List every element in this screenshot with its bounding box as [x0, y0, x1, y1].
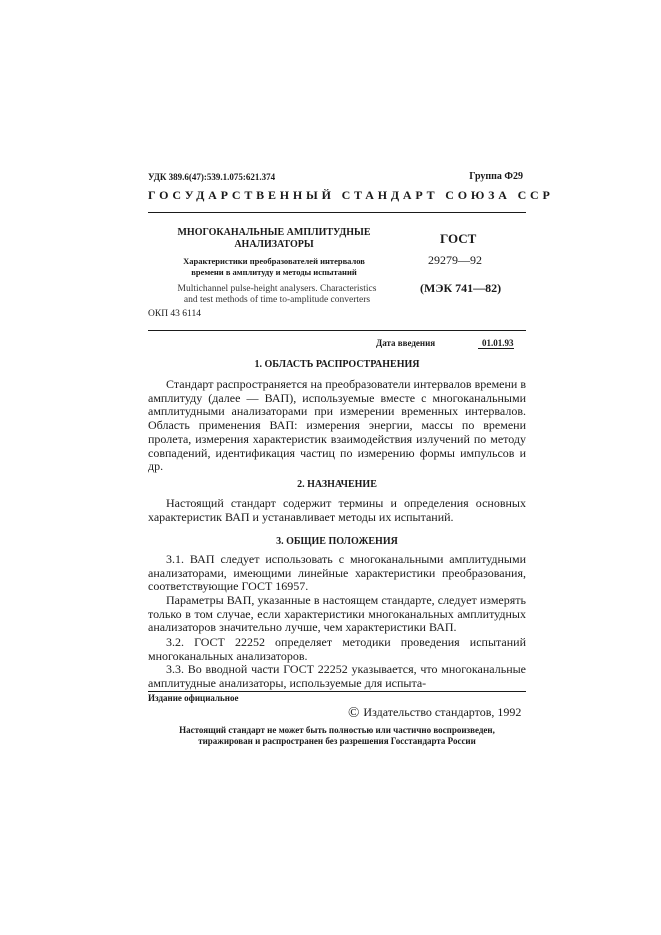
section-paragraph: Настоящий стандарт содержит термины и определения основных характеристик ВАП и устанавливает методы их испытаний. — [148, 496, 526, 524]
title-block-rule — [148, 330, 526, 331]
section-paragraph: Стандарт распространяется на преобразователи интервалов времени в амплитуду (далее — ВАП), используемые вместе с многоканальными амплитудными анализаторами при измерении временных интервалов. Область применения ВАП: измерения энергии, массы по времени пролета, измерения характеристик взаимодействия излучений по методу совпадений, идентификация частиц по измерению формы импульсов и др. — [148, 377, 526, 474]
okp-code: ОКП 43 6114 — [148, 309, 201, 319]
gost-label: ГОСТ — [440, 231, 477, 246]
subtitle-english — [166, 284, 388, 306]
copyright-text: Издательство стандартов, 1992 — [363, 705, 522, 719]
state-standard-title: ГОСУДАРСТВЕННЫЙ СТАНДАРТ СОЮЗА ССР — [148, 188, 554, 202]
copyright-line — [348, 705, 521, 722]
group-code: Группа Ф29 — [469, 171, 523, 182]
subtitle-russian — [166, 256, 382, 278]
reproduction-notice — [148, 725, 526, 747]
gost-number: 29279—92 — [428, 253, 482, 267]
title-line: АНАЛИЗАТОРЫ — [234, 239, 314, 250]
title-line: МНОГОКАНАЛЬНЫЕ АМПЛИТУДНЫЕ — [177, 227, 371, 238]
udk-code: УДК 389.6(47):539.1.075:621.374 — [148, 172, 276, 182]
section-paragraph: Параметры ВАП, указанные в настоящем стандарте, следует измерять только в том случае, если характеристики многоканальных амплитудных анализаторов значительно лучше, чем характеристики ВАП. — [148, 593, 526, 635]
iec-number: (МЭК 741—82) — [420, 281, 502, 295]
subtitle-line: времени в амплитуду и методы испытаний — [191, 267, 357, 277]
official-edition-label: Издание официальное — [148, 693, 239, 703]
section-heading: 3. ОБЩИЕ ПОЛОЖЕНИЯ — [276, 536, 398, 547]
header-rule — [148, 212, 526, 213]
subtitle-line: Multichannel pulse-height analysers. Characteristics — [177, 284, 377, 294]
section-paragraph: 3.2. ГОСТ 22252 определяет методики проведения испытаний многоканальных анализаторов. — [148, 635, 526, 663]
section-heading: 2. НАЗНАЧЕНИЕ — [297, 479, 377, 490]
section-paragraph: 3.3. Во вводной части ГОСТ 22252 указывается, что многоканальные амплитудные анализаторы, используемые для испыта- — [148, 662, 526, 690]
footer-rule — [148, 691, 526, 692]
subtitle-line: and test methods of time to-amplitude converters — [183, 295, 371, 305]
introduction-date-value: 01.01.93 — [478, 338, 514, 349]
introduction-date-label: Дата введения — [376, 338, 436, 348]
notice-line: тиражирован и распространен без разрешения Госстандарта России — [198, 736, 476, 746]
subtitle-line: Характеристики преобразователей интервалов — [183, 256, 365, 266]
section-paragraph: 3.1. ВАП следует использовать с многоканальными амплитудными анализаторами, имеющими линейные характеристики преобразования, соответствующие ГОСТ 16957. — [148, 552, 526, 594]
section-heading: 1. ОБЛАСТЬ РАСПРОСТРАНЕНИЯ — [254, 359, 420, 370]
document-title — [168, 227, 380, 251]
copyright-icon: © — [348, 705, 360, 721]
notice-line: Настоящий стандарт не может быть полностью или частично воспроизведен, — [179, 725, 495, 735]
